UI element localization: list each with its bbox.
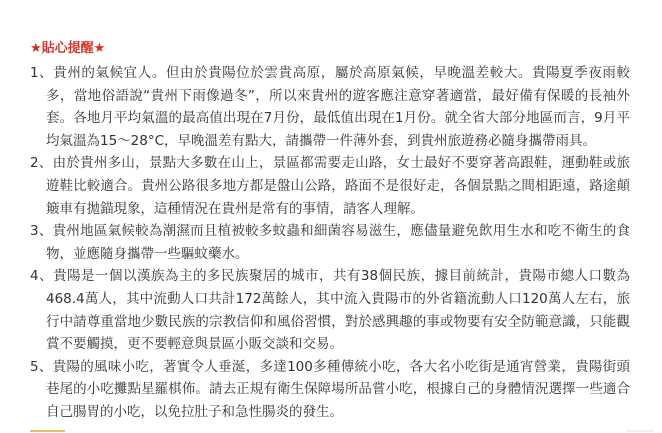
tip-paragraph-ethnic-groups: 4、貴陽是一個以漢族為主的多民族聚居的城市，共有38個民族，據目前統計，貴陽市總人口數為468.4萬人，其中流動人口共計172萬餘人，其中流入貴陽市的外省籍流動人口120萬人左右，旅行中請尊重當地少數民族的宗教信仰和風俗習慣，對於感興趣的事或物要有安全防範意識，只能觀賞不要觸摸，更不要輕意與景區小販交談和交易。 bbox=[30, 268, 630, 353]
tip-paragraph-climate: 1、貴州的氣候宜人。但由於貴陽位於雲貴高原，屬於高原氣候，早晚溫差較大。貴陽夏季夜雨較多，當地俗語說“貴州下雨像過冬”，所以來貴州的遊客應注意穿著適當，最好備有保暖的長袖外套。各地月平均氣溫的最高值出現在7月份，最低值出現在1月份。就全省大部分地區而言，9月平均氣溫為15～28°C，早晚溫差有點大，請攜帶一件薄外套，到貴州旅遊務必隨身攜帶雨具。 bbox=[30, 65, 630, 149]
tips-title: ★貼心提醒★ bbox=[30, 41, 106, 56]
tip-paragraph-mountain-roads: 2、由於貴州多山，景點大多數在山上，景區都需要走山路，女士最好不要穿著高跟鞋，運動鞋或旅遊鞋比較適合。貴州公路很多地方都是盤山公路，路面不是很好走，各個景點之間相距遠，路途顛簸車有拋錨現象，這種情況在貴州是常有的事情，請客人理解。 bbox=[30, 155, 630, 217]
tip-paragraph-insects: 3、貴州地區氣候較為潮濕而且植被較多蚊蟲和細菌容易滋生，應儘量避免飲用生水和吃不衛生的食物，並應隨身攜帶一些驅蚊藥水。 bbox=[30, 223, 630, 262]
tip-paragraph-snacks: 5、貴陽的風味小吃，著實令人垂涎，多達100多種傳統小吃，各大名小吃街是通宵營業，貴陽街頭巷尾的小吃攤點星羅棋佈。請去正規有衛生保障場所品嘗小吃，根據自己的身體情況選擇一些適合自己腸胃的小吃，以免拉肚子和急性腸炎的發生。 bbox=[30, 358, 630, 420]
bottom-right-divider bbox=[626, 430, 654, 432]
bottom-accent-divider bbox=[30, 430, 65, 432]
tips-body bbox=[30, 62, 630, 424]
